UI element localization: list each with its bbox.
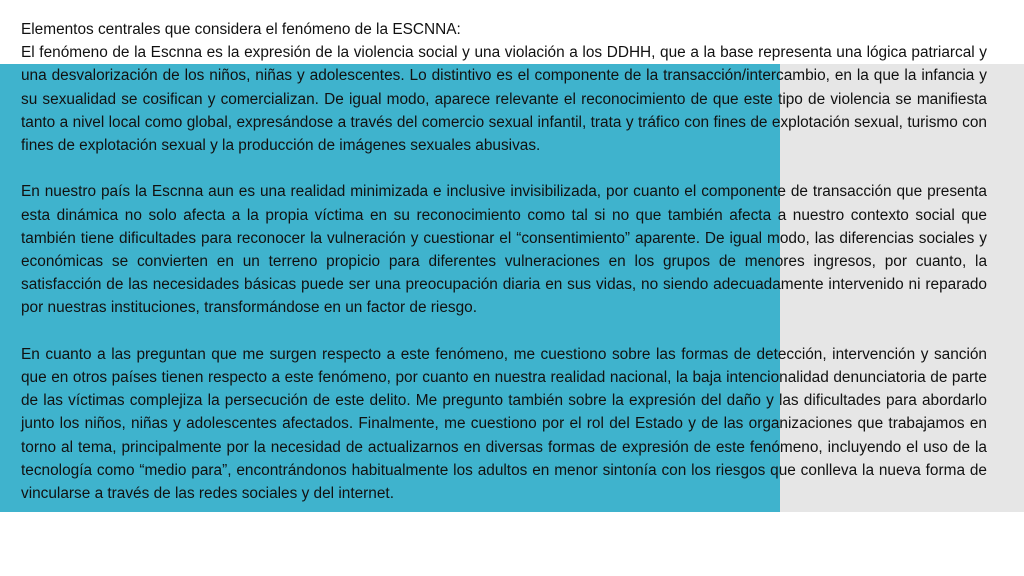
- paragraph-questions: En cuanto a las preguntan que me surgen respecto a este fenómeno, me cuestiono sobre las formas de detección, intervención y sanción que en otros países tienen respecto a este fenómeno, por cuanto en nuestra realidad nacional, la baja intencionalidad denunciatoria de parte de las víctimas complejiza la persecución de este delito. Me pregunto también sobre la expresión del daño y las dificultades para abordarlo junto los niños, niñas y adolescentes afectados. Finalmente, me cuestiono por el rol del Estado y de las organizaciones que trabajamos en torno al tema, principalmente por la necesidad de actualizarnos en diversas formas de expresión de este fenómeno, incluyendo el uso de la tecnología como “medio para”, encontrándonos habitualmente los adultos en menor sintonía con los riesgos que conlleva la nueva forma de vincularse a través de las redes sociales y del internet.: [21, 345, 987, 503]
- paragraph-spacer: [21, 320, 987, 343]
- paragraph-country: En nuestro país la Escnna aun es una realidad minimizada e inclusive invisibilizada, por cuanto el componente de transacción que presenta esta dinámica no solo afecta a la propia víctima en su reconocimiento como tal si no que también afecta a nuestro contexto social que también tiene dificultades para reconocer la vulneración y cuestionar el “consentimiento” aparente. De igual modo, las diferencias sociales y económicas se convierten en un terreno propicio para diferentes vulneraciones en los grupos de menores ingresos, por cuanto, la satisfacción de las necesidades básicas puede ser una preocupación diaria en sus vidas, no siendo adecuadamente intervenido ni reparado por nuestras instituciones, transformándose en un factor de riesgo.: [21, 183, 987, 317]
- paragraph-spacer: [21, 157, 987, 180]
- slide-heading: Elementos centrales que considera el fenómeno de la ESCNNA:: [21, 21, 461, 38]
- paragraph-phenomenon: El fenómeno de la Escnna es la expresión de la violencia social y una violación a los DDHH, que a la base representa una lógica patriarcal y una desvalorización de los niños, niñas y adolescentes. Lo distintivo es el componente de la transacción/intercambio, en la que la infancia y su sexualidad se cosifican y comercializan. De igual modo, aparece relevante el reconocimiento de que este tipo de violencia se manifiesta tanto a nivel local como global, expresándose a través del comercio sexual infantil, trata y tráfico con fines de explotación sexual, turismo con fines de explotación sexual y la producción de imágenes sexuales abusivas.: [21, 44, 987, 155]
- slide-text-body: [21, 18, 987, 505]
